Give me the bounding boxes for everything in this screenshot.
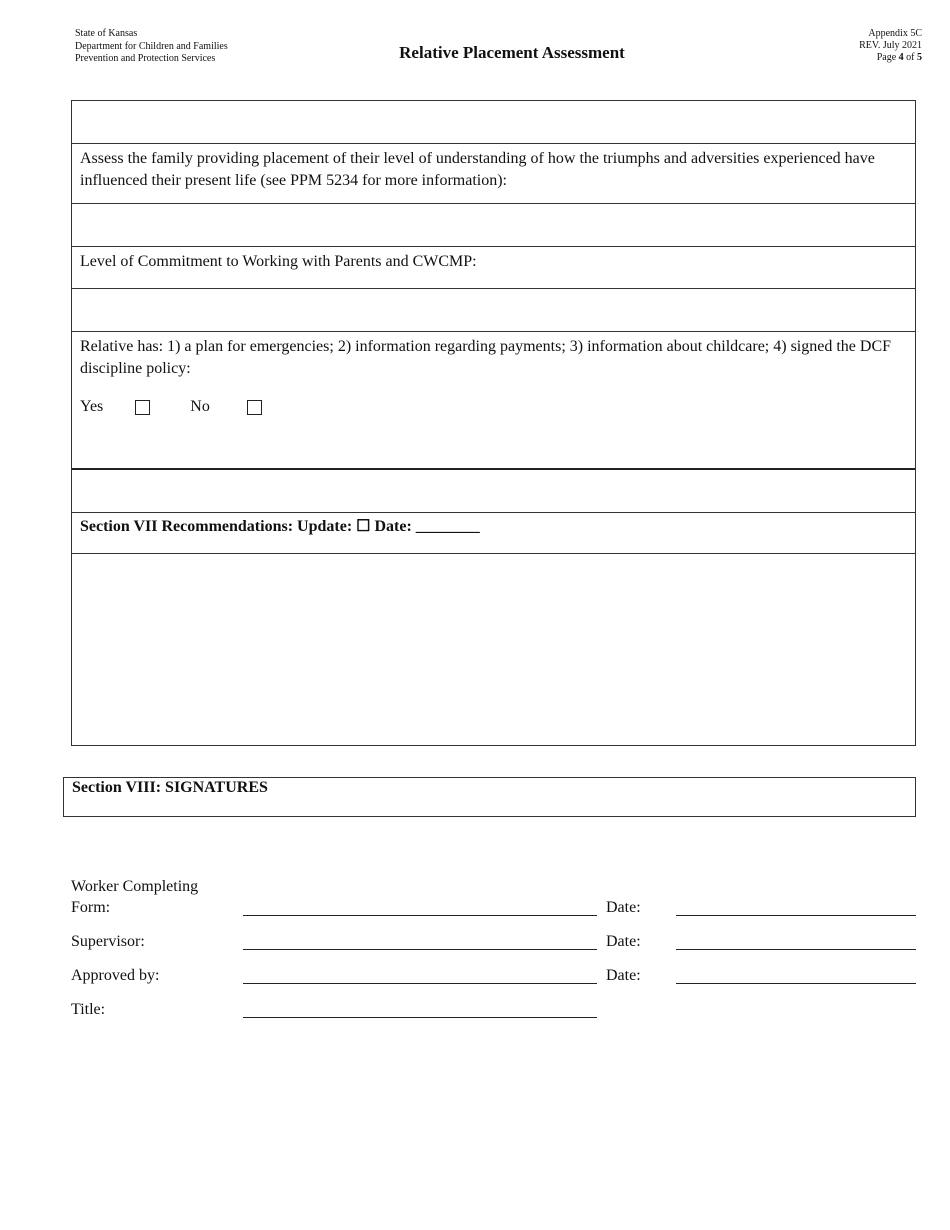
form-table	[71, 100, 916, 746]
header-department: Department for Children and Families	[75, 40, 228, 52]
header-meta	[859, 28, 922, 64]
relative-question: Relative has: 1) a plan for emergencies; 2) information regarding payments; 3) information about childcare; 4) signed the DCF discipline policy:	[80, 338, 892, 377]
approved-signature-line[interactable]	[243, 983, 597, 984]
supervisor-date-line[interactable]	[676, 949, 916, 950]
worker-label: Worker Completing Form:	[71, 878, 199, 916]
supervisor-label: Supervisor:	[71, 933, 145, 950]
appendix-label: Appendix 5C	[868, 28, 922, 39]
section8-heading: Section VIII: SIGNATURES	[72, 779, 268, 796]
commitment-response-row[interactable]	[72, 289, 915, 332]
revision-label: REV. July 2021	[859, 40, 922, 51]
yes-label: Yes	[80, 398, 104, 415]
title-label: Title:	[71, 1001, 106, 1018]
assess-question-row	[72, 144, 915, 204]
title-line[interactable]	[243, 1017, 597, 1018]
section7-header-row	[72, 513, 915, 554]
section7-heading: Section VII Recommendations: Update: ☐ Date: ________	[80, 518, 480, 535]
commitment-question: Level of Commitment to Working with Parents and CWCMP:	[80, 253, 477, 270]
header-state: State of Kansas	[75, 28, 138, 39]
supervisor-date-label: Date:	[606, 933, 641, 950]
header-division: Prevention and Protection Services	[75, 53, 216, 64]
page-title: Relative Placement Assessment	[399, 43, 625, 62]
worker-signature-line[interactable]	[243, 915, 597, 916]
no-label: No	[190, 398, 210, 415]
yes-checkbox[interactable]	[135, 400, 150, 415]
assess-response-row[interactable]	[72, 204, 915, 247]
worker-date-line[interactable]	[676, 915, 916, 916]
supervisor-signature-line[interactable]	[243, 949, 597, 950]
assess-question: Assess the family providing placement of their level of understanding of how the triumphs and adversities experienced have influenced their present life (see PPM 5234 for more information):	[80, 150, 875, 189]
relative-question-row	[72, 332, 915, 470]
no-checkbox[interactable]	[247, 400, 262, 415]
approved-label: Approved by:	[71, 967, 160, 984]
section8-header	[63, 777, 916, 817]
approved-date-label: Date:	[606, 967, 641, 984]
worker-date-label: Date:	[606, 899, 641, 916]
approved-date-line[interactable]	[676, 983, 916, 984]
commitment-question-row	[72, 247, 915, 289]
relative-response-row[interactable]	[72, 470, 915, 513]
recommendations-response-area[interactable]	[72, 554, 915, 745]
page-number: Page 4 of 5	[876, 52, 922, 63]
yes-no-group	[80, 396, 907, 418]
blank-response-row[interactable]	[72, 101, 915, 144]
